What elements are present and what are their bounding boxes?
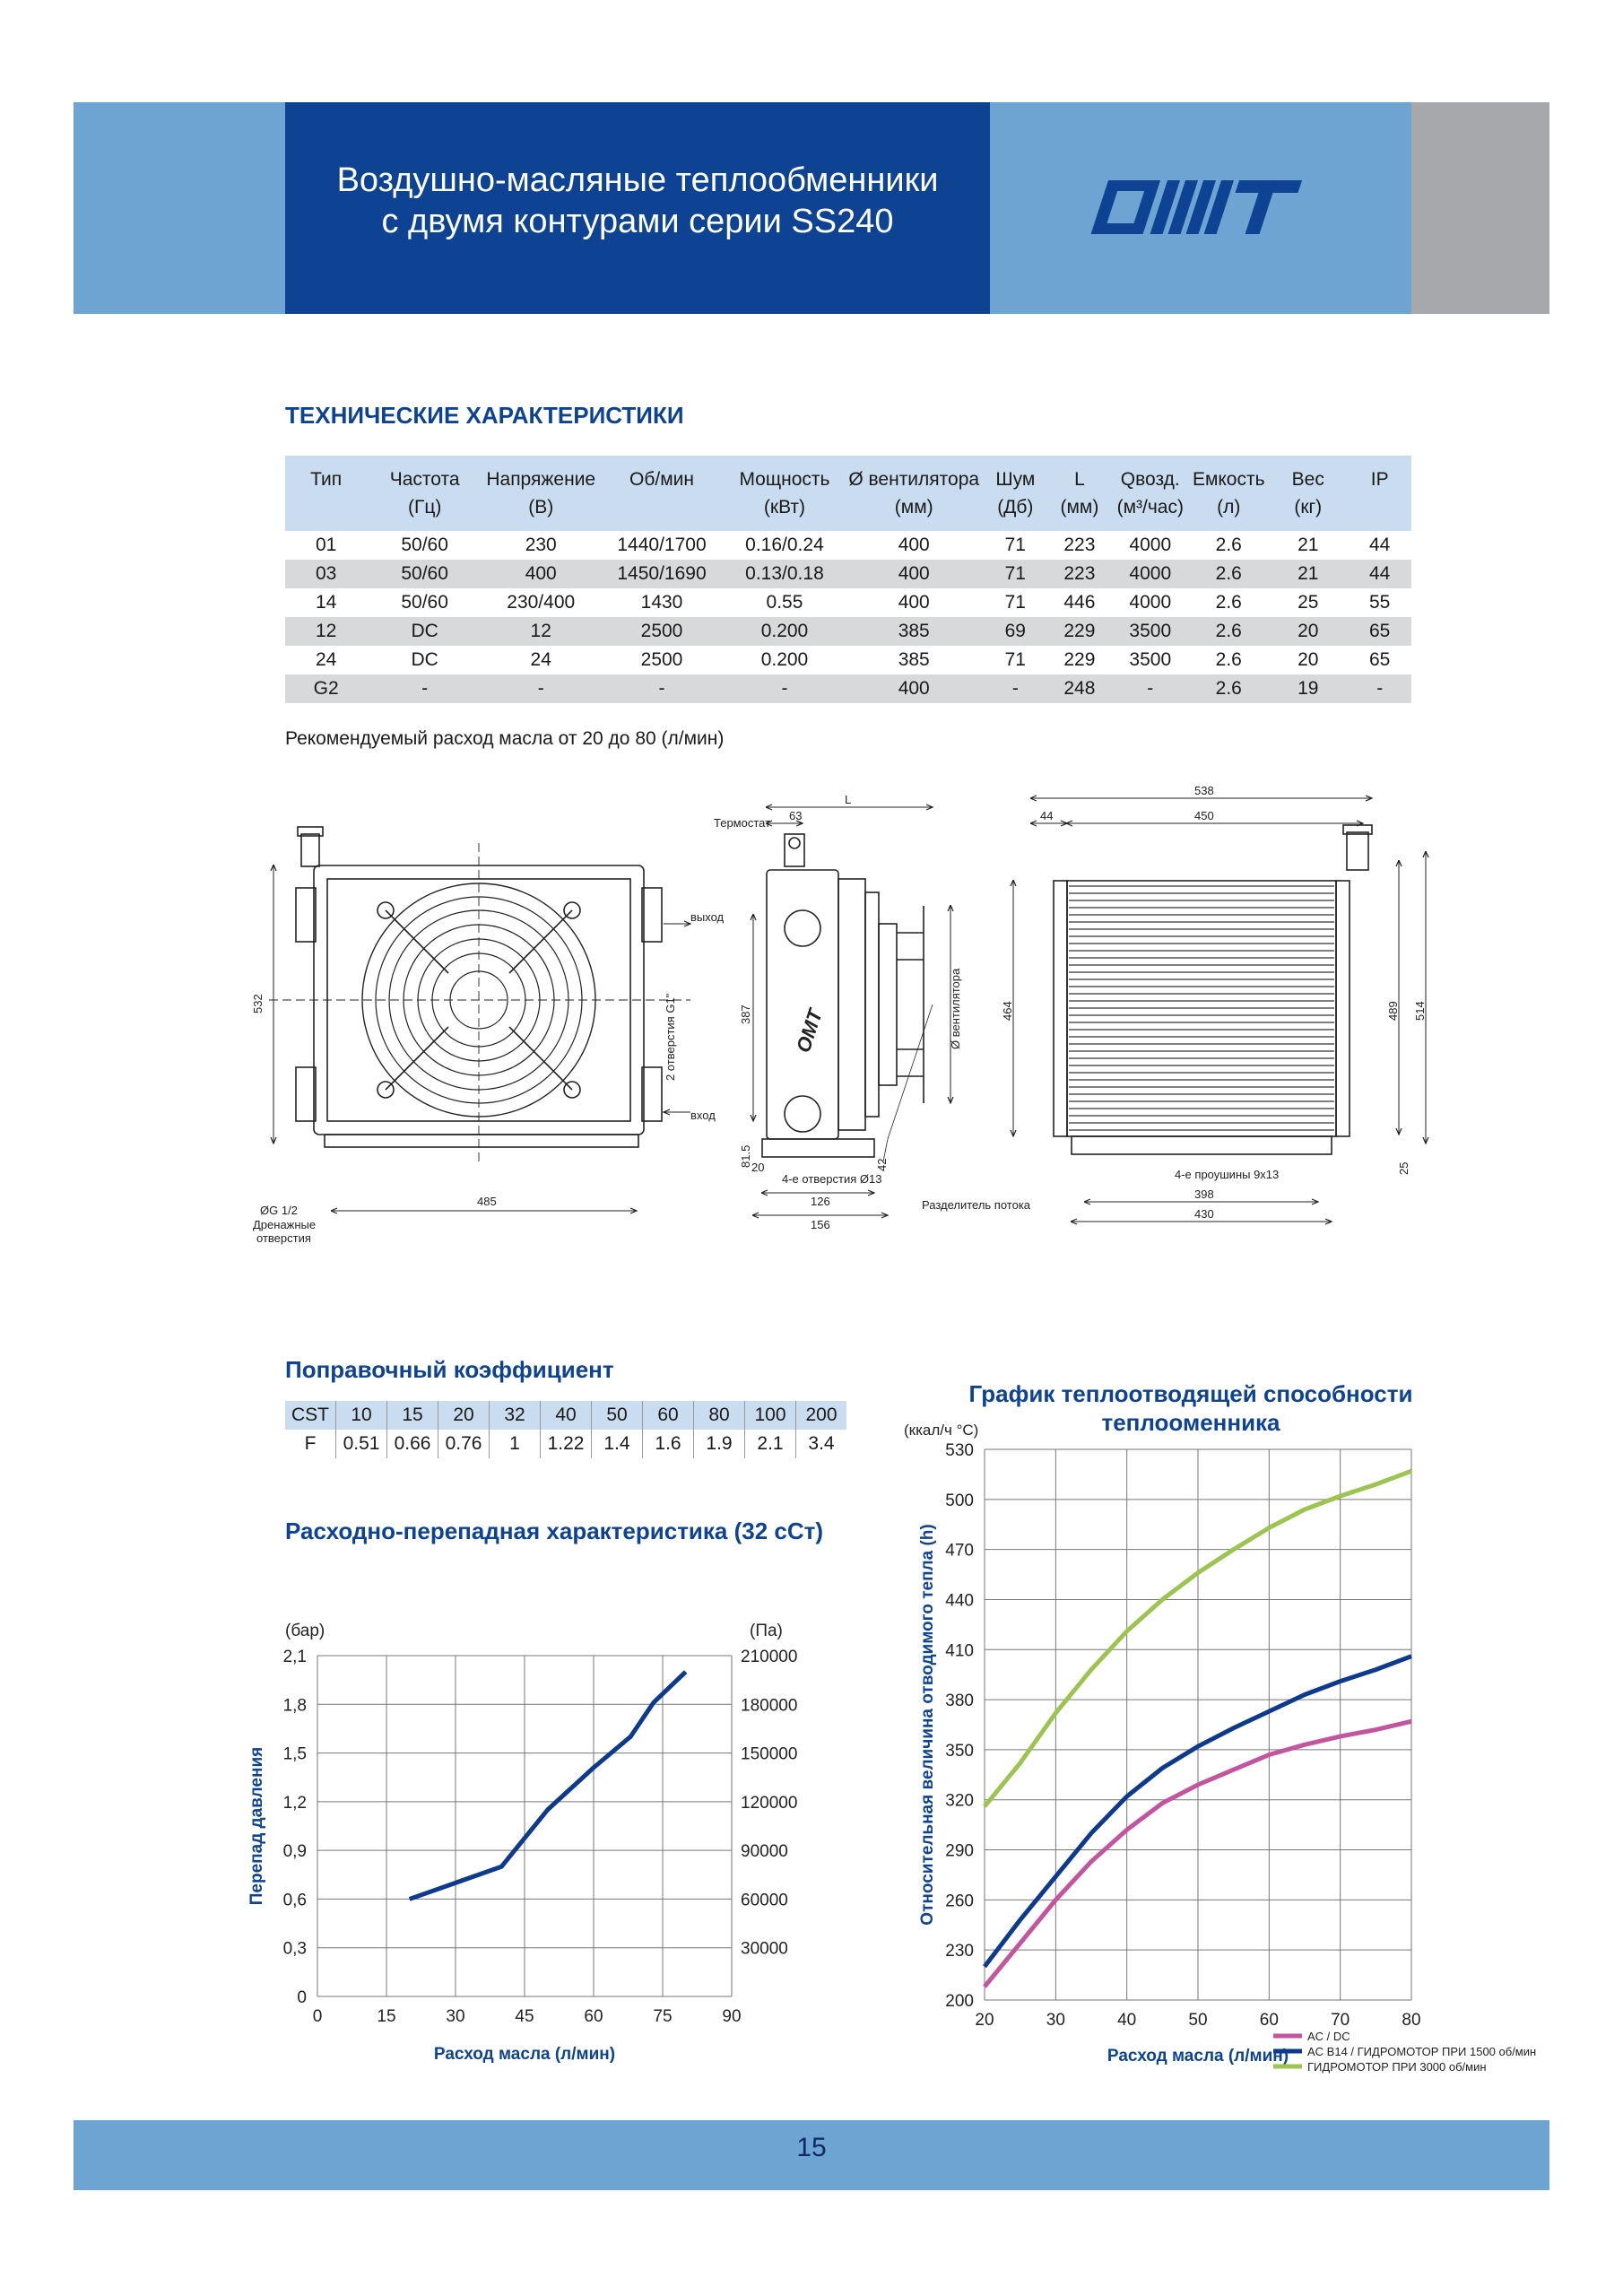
spec-header-label: Об/мин [629, 469, 694, 490]
table-row [285, 674, 1411, 703]
spec-header-unit: (Гц) [407, 497, 442, 517]
table-cell: - [599, 674, 724, 703]
table-cell: 400 [482, 560, 600, 588]
table-cell: 4000 [1111, 531, 1189, 560]
x-tick-label: 90 [722, 2007, 742, 2026]
pressure-chart [242, 1578, 798, 2081]
x-tick-label: 60 [584, 2007, 603, 2026]
table-cell: 12 [285, 617, 367, 646]
y-axis-label: Перепад давления [247, 1746, 266, 1906]
label-drain-1: Дренажные [253, 1218, 317, 1231]
correction-header-cell: 100 [745, 1401, 796, 1430]
dim-430: 430 [1194, 1207, 1214, 1221]
spec-header-unit: (Дб) [997, 497, 1034, 517]
header-band-left [74, 102, 285, 314]
front-view [269, 827, 690, 1211]
label-drain-2: отверстия [256, 1231, 311, 1245]
table-cell: 71 [983, 588, 1048, 617]
table-cell: 3500 [1111, 646, 1189, 674]
table-cell: 229 [1048, 617, 1112, 646]
spec-header-unit [287, 493, 365, 521]
y-tick-label: 500 [945, 1491, 974, 1510]
y-tick-label: 290 [945, 1841, 974, 1861]
correction-value-cell: 1.22 [541, 1430, 592, 1458]
page-number: 15 [796, 2133, 827, 2162]
table-cell: 0.13/0.18 [725, 560, 846, 588]
table-cell: 19 [1268, 674, 1348, 703]
dim-398: 398 [1194, 1187, 1214, 1201]
legend-label: AC / DC [1307, 2030, 1350, 2043]
y-tick-label-left: 2,1 [282, 1648, 307, 1666]
table-cell: - [367, 674, 482, 703]
x-tick-label: 70 [1331, 2011, 1350, 2030]
x-tick-label: 80 [1402, 2011, 1421, 2030]
side-brand-mark: OMT [791, 1006, 827, 1056]
y-unit-left: (бар) [285, 1622, 325, 1640]
y-tick-label-left: 1,5 [282, 1744, 307, 1764]
table-cell: 400 [845, 531, 983, 560]
table-cell: 2.6 [1189, 531, 1268, 560]
table-cell: - [725, 674, 846, 703]
table-row [285, 531, 1411, 560]
table-cell: 3500 [1111, 617, 1189, 646]
specs-table [285, 456, 1411, 703]
table-cell: 55 [1348, 588, 1411, 617]
y-tick-label-right: 120000 [741, 1793, 798, 1813]
table-cell: 65 [1348, 646, 1411, 674]
spec-header-unit [601, 493, 722, 521]
dim-20: 20 [751, 1161, 765, 1174]
table-cell: DC [367, 617, 482, 646]
spec-header-label: L [1074, 469, 1085, 490]
spec-header-unit: (м³/час) [1116, 497, 1184, 517]
table-cell: 230/400 [482, 588, 600, 617]
dim-514: 514 [1413, 1001, 1427, 1021]
table-cell: 71 [983, 646, 1048, 674]
y-tick-label-right: 210000 [741, 1648, 798, 1666]
spec-header-label: Мощность [739, 469, 830, 490]
header-band-grey [1411, 102, 1549, 314]
spec-header-unit: (л) [1217, 497, 1241, 517]
specs-title: ТЕХНИЧЕСКИЕ ХАРАКТЕРИСТИКИ [285, 402, 684, 429]
table-cell: 385 [845, 617, 983, 646]
spec-header-unit: (мм) [894, 497, 933, 517]
correction-header-cell: 10 [336, 1401, 387, 1430]
table-cell: 21 [1268, 531, 1348, 560]
correction-value-cell: 1.9 [694, 1430, 745, 1458]
table-cell: 24 [285, 646, 367, 674]
y-tick-label: 440 [945, 1591, 974, 1611]
spec-header-label: Шум [995, 469, 1036, 490]
table-cell: G2 [285, 674, 367, 703]
spec-header-label: Тип [310, 469, 343, 490]
spec-header-label: IP [1370, 469, 1389, 490]
table-cell: 4000 [1111, 560, 1189, 588]
x-tick-label: 30 [1046, 2011, 1065, 2030]
spec-header-9 [1189, 456, 1268, 531]
spec-header-label: Емкость [1192, 469, 1265, 490]
spec-header-unit [1350, 493, 1410, 521]
y-tick-label: 350 [945, 1741, 974, 1761]
table-row [285, 560, 1411, 588]
dim-44: 44 [1040, 809, 1054, 822]
x-tick-label: 60 [1259, 2011, 1279, 2030]
heat-chart [897, 1408, 1560, 2090]
spec-header-6 [983, 456, 1048, 531]
y-tick-label: 200 [945, 1992, 974, 2011]
correction-header-cell: 15 [387, 1401, 438, 1430]
label-outlet: выход [690, 910, 725, 924]
y-tick-label: 530 [945, 1441, 974, 1460]
y-axis-label: Относительная величина отводимого тепла (h) [918, 1524, 937, 1926]
table-cell: - [1111, 674, 1189, 703]
dim-L: L [845, 793, 852, 806]
correction-header-cell: 200 [796, 1401, 847, 1430]
dim-387: 387 [739, 1004, 752, 1024]
spec-header-label: Напряжение [486, 469, 596, 490]
x-tick-label: 40 [1117, 2011, 1137, 2030]
correction-value-cell: 3.4 [808, 1433, 835, 1454]
table-cell: 0.16/0.24 [725, 531, 846, 560]
spec-header-label: Частота [389, 469, 460, 490]
correction-header-cell: 32 [490, 1401, 541, 1430]
y-tick-label: 260 [945, 1892, 974, 1911]
label-fan-diameter: Ø вентилятора [949, 968, 962, 1049]
dim-63: 63 [789, 809, 803, 822]
spec-header-unit: (В) [528, 497, 554, 517]
table-cell: 1450/1690 [599, 560, 724, 588]
table-cell: 2.6 [1189, 646, 1268, 674]
table-cell: 01 [285, 531, 367, 560]
spec-header-label: Qвозд. [1120, 469, 1180, 490]
table-cell: - [983, 674, 1048, 703]
label-splitter: Разделитель потока [922, 1198, 1031, 1212]
legend-label: ГИДРОМОТОР ПРИ 3000 об/мин [1307, 2060, 1487, 2074]
y-tick-label: 410 [945, 1641, 974, 1661]
spec-header-11 [1348, 456, 1411, 531]
table-cell: 248 [1048, 674, 1112, 703]
table-cell: 44 [1348, 531, 1411, 560]
table-cell: 24 [482, 646, 600, 674]
table-cell: 223 [1048, 560, 1112, 588]
spec-header-unit: (кВт) [763, 497, 806, 517]
label-inlet: вход [690, 1109, 716, 1122]
x-tick-label: 45 [515, 2007, 534, 2026]
series-line [410, 1672, 686, 1899]
technical-drawings [242, 780, 1560, 1283]
table-cell: - [482, 674, 600, 703]
dim-464: 464 [1001, 1001, 1014, 1021]
table-cell: 400 [845, 588, 983, 617]
correction-value-cell: 1.4 [592, 1430, 643, 1458]
dim-538: 538 [1194, 784, 1214, 797]
x-axis-label: Расход масла (л/мин) [433, 2045, 616, 2064]
table-cell: 229 [1048, 646, 1112, 674]
y-tick-label-left: 0,9 [282, 1842, 307, 1862]
table-cell: 21 [1268, 560, 1348, 588]
table-row [285, 646, 1411, 674]
pressure-chart-title: Расходно-перепадная характеристика (32 сСт) [285, 1518, 824, 1544]
label-holes-g1: 2 отверстия G1" [664, 993, 677, 1081]
correction-header-cell: CST [285, 1401, 336, 1430]
table-cell: 25 [1268, 588, 1348, 617]
table-cell: 385 [845, 646, 983, 674]
table-row [285, 617, 1411, 646]
y-unit: (ккал/ч °С) [904, 1422, 979, 1439]
y-tick-label-right: 60000 [741, 1891, 788, 1910]
table-cell: 14 [285, 588, 367, 617]
y-tick-label-right: 30000 [741, 1939, 788, 1959]
x-axis-label: Расход масла (л/мин) [1107, 2047, 1289, 2066]
correction-header-cell: 80 [694, 1401, 745, 1430]
x-tick-label: 50 [1188, 2011, 1208, 2030]
dim-42: 42 [875, 1158, 889, 1171]
table-cell: 2500 [599, 646, 724, 674]
top-view-fins [1069, 886, 1334, 1130]
correction-header-cell: 50 [592, 1401, 643, 1430]
table-cell: 2500 [599, 617, 724, 646]
correction-header-cell: 40 [541, 1401, 592, 1430]
spec-header-4 [725, 456, 846, 531]
heat-chart-title-line2: теплооменника [1101, 1409, 1280, 1436]
y-tick-label: 230 [945, 1942, 974, 1961]
spec-header-8 [1111, 456, 1189, 531]
table-cell: 446 [1048, 588, 1112, 617]
table-cell: 0.200 [725, 646, 846, 674]
table-cell: 50/60 [367, 531, 482, 560]
table-cell: 20 [1268, 617, 1348, 646]
x-tick-label: 15 [377, 2007, 396, 2026]
table-row [285, 588, 1411, 617]
spec-header-0 [285, 456, 367, 531]
x-tick-label: 75 [653, 2007, 673, 2026]
omt-logo [1076, 175, 1318, 239]
y-tick-label-right: 90000 [741, 1842, 788, 1862]
table-cell: 400 [845, 560, 983, 588]
table-cell: 20 [1268, 646, 1348, 674]
table-cell: 2.6 [1189, 588, 1268, 617]
dim-450: 450 [1194, 809, 1214, 822]
correction-value-cell: 1 [490, 1430, 541, 1458]
correction-value-cell: 0.76 [438, 1430, 490, 1458]
y-tick-label-right: 150000 [741, 1744, 798, 1764]
y-tick-label-left: 1,2 [282, 1793, 307, 1813]
spec-header-1 [367, 456, 482, 531]
spec-header-label: Вес [1291, 469, 1324, 490]
table-cell: 12 [482, 617, 600, 646]
x-tick-label: 20 [975, 2011, 994, 2030]
y-tick-label-right: 180000 [741, 1696, 798, 1716]
y-tick-label: 380 [945, 1692, 974, 1711]
correction-value-cell: F [285, 1430, 336, 1458]
table-cell: 2.6 [1189, 560, 1268, 588]
table-cell: 2.6 [1189, 617, 1268, 646]
table-cell: 4000 [1111, 588, 1189, 617]
page-title-line1: Воздушно-масляные теплообменники [336, 161, 939, 199]
spec-header-10 [1268, 456, 1348, 531]
table-cell: 44 [1348, 560, 1411, 588]
label-drain-g: ØG 1/2 [260, 1204, 298, 1217]
x-tick-label: 30 [446, 2007, 465, 2026]
side-view [753, 807, 950, 1215]
table-cell: DC [367, 646, 482, 674]
spec-header-2 [482, 456, 600, 531]
correction-value-cell: 0.51 [336, 1430, 387, 1458]
dim-126: 126 [811, 1195, 830, 1208]
legend-label: AC B14 / ГИДРОМОТОР ПРИ 1500 об/мин [1307, 2045, 1537, 2058]
y-tick-label: 470 [945, 1541, 974, 1561]
correction-table [285, 1401, 846, 1458]
table-cell: 223 [1048, 531, 1112, 560]
top-view [1013, 798, 1426, 1222]
label-thermostat: Термостат [714, 816, 771, 830]
table-cell: 50/60 [367, 560, 482, 588]
table-cell: 03 [285, 560, 367, 588]
y-tick-label-left: 1,8 [282, 1696, 307, 1716]
dim-489: 489 [1386, 1001, 1400, 1021]
dim-485: 485 [477, 1195, 497, 1208]
y-unit-right: (Па) [750, 1622, 783, 1640]
x-tick-label: 0 [312, 2007, 323, 2026]
table-cell: 71 [983, 560, 1048, 588]
table-cell: 230 [482, 531, 600, 560]
correction-header-cell: 20 [438, 1401, 490, 1430]
table-cell: 1440/1700 [599, 531, 724, 560]
correction-value-cell: 0.66 [387, 1430, 438, 1458]
dim-81-5: 81.5 [739, 1144, 752, 1168]
table-cell: 65 [1348, 617, 1411, 646]
label-lugs: 4-е проушины 9x13 [1175, 1168, 1280, 1181]
label-holes-13: 4-е отверстия Ø13 [782, 1172, 882, 1186]
page-title [285, 160, 990, 242]
table-cell: 2.6 [1189, 674, 1268, 703]
table-cell: 400 [845, 674, 983, 703]
dim-25: 25 [1397, 1161, 1410, 1175]
flow-recommendation: Рекомендуемый расход масла от 20 до 80 (л/мин) [285, 728, 725, 749]
table-cell: 0.200 [725, 617, 846, 646]
dim-532: 532 [251, 994, 265, 1013]
correction-title: Поправочный коэффициент [285, 1356, 614, 1383]
dim-156: 156 [811, 1218, 830, 1231]
correction-value-cell: 1.6 [643, 1430, 694, 1458]
table-cell: 50/60 [367, 588, 482, 617]
spec-header-3 [599, 456, 724, 531]
spec-header-7 [1048, 456, 1112, 531]
y-tick-label-left: 0 [297, 1988, 307, 2007]
y-tick-label-left: 0,6 [282, 1891, 307, 1910]
table-cell: 71 [983, 531, 1048, 560]
spec-header-label: Ø вентилятора [848, 469, 980, 490]
table-cell: 0.55 [725, 588, 846, 617]
correction-header-cell: 60 [643, 1401, 694, 1430]
spec-header-unit: (мм) [1060, 497, 1099, 517]
page-title-line2: с двумя контурами серии SS240 [381, 203, 894, 240]
spec-header-5 [845, 456, 983, 531]
table-cell: 1430 [599, 588, 724, 617]
y-tick-label-left: 0,3 [282, 1939, 307, 1959]
table-cell: - [1348, 674, 1411, 703]
table-cell: 69 [983, 617, 1048, 646]
spec-header-unit: (кг) [1294, 497, 1323, 517]
y-tick-label: 320 [945, 1791, 974, 1811]
correction-value-cell: 2.1 [745, 1430, 796, 1458]
heat-chart-title-line1: График теплоотводящей способности [968, 1380, 1413, 1407]
